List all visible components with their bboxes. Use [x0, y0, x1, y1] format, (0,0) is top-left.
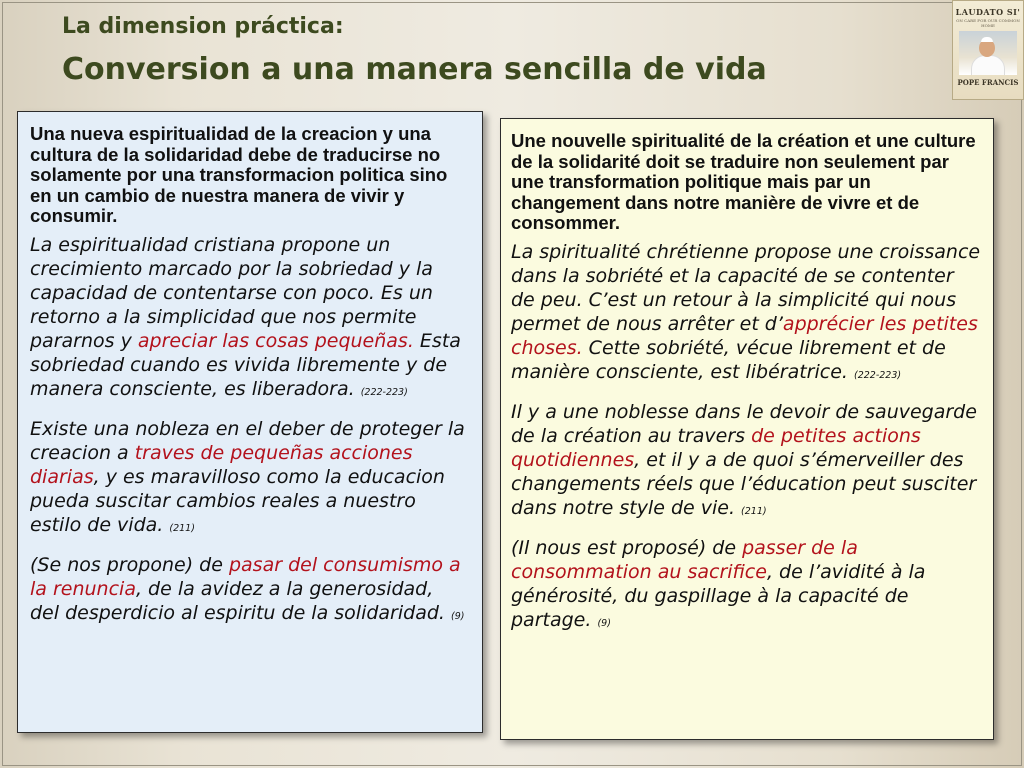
spanish-p3-highlight: pasar del consumismo a la renuncia — [30, 553, 461, 600]
french-paragraph-1 — [511, 240, 983, 388]
book-cover-image — [952, 0, 1024, 100]
spanish-paragraph-2 — [30, 417, 468, 541]
french-lead-paragraph: Une nouvelle spiritualité de la création et une culture de la solidarité doit se traduire non seulement par une transformation politique mais par un changement dans notre manière de vivre et de consommer. — [511, 130, 976, 233]
spanish-p2-reference: (211) — [169, 522, 195, 534]
french-paragraph-3 — [511, 536, 983, 636]
pope-photo — [959, 31, 1017, 75]
french-p2-text-b: , et il y a de quoi s’émerveiller des changements réels que l’éducation peut susciter dans notre style de vie. — [511, 448, 977, 519]
book-title: LAUDATO SI' — [955, 7, 1021, 17]
french-paragraph-2 — [511, 400, 983, 524]
spanish-p2-text-b: , y es maravilloso como la educacion pueda suscitar cambios reales a nuestro estilo de vida. — [30, 465, 445, 536]
book-subtitle: ON CARE FOR OUR COMMON HOME — [956, 18, 1020, 28]
spanish-text-panel — [17, 111, 483, 733]
french-p1-text-a: La spiritualité chrétienne propose une croissance dans la sobriété et la capacité de se contenter de peu. C’est un retour à la simplicité qui nous permet de nous arrêter et d’ — [511, 240, 981, 335]
french-p1-reference: (222-223) — [853, 369, 902, 381]
french-p2-text-a: Il y a une noblesse dans le devoir de sauvegarde de la création au travers — [511, 400, 977, 447]
spanish-p1-text-a: La espiritualidad cristiana propone un crecimiento marcado por la sobriedad y la capacidad de contentarse con poco. Es un retorno a la simplicidad que nos permite pararnos y — [30, 233, 433, 352]
slide-subtitle: La dimension práctica: — [62, 14, 344, 39]
spanish-p3-text-b: , de la avidez a la generosidad, del desperdicio al espiritu de la solidaridad. — [30, 577, 451, 624]
french-p2-reference: (211) — [741, 505, 767, 517]
french-p1-highlight: apprécier les petites choses. — [511, 312, 978, 359]
pope-zucchetto-shape — [981, 37, 993, 42]
french-p3-text-b: , de l’avidité à la générosité, du gaspillage à la capacité de partage. — [511, 560, 926, 631]
spanish-paragraph-3 — [30, 553, 468, 629]
french-text-panel — [500, 118, 994, 740]
spanish-p2-highlight: traves de pequeñas acciones diarias — [30, 441, 413, 488]
slide-title: Conversion a una manera sencilla de vida — [62, 52, 767, 87]
french-p3-reference: (9) — [597, 617, 611, 629]
book-author: POPE FRANCIS — [957, 78, 1019, 87]
french-p3-text-a: (Il nous est proposé) de — [511, 536, 743, 559]
french-p3-highlight: passer de la consommation au sacrifice — [511, 536, 858, 583]
french-p2-highlight: de petites actions quotidiennes — [511, 424, 921, 471]
spanish-p2-text-a: Existe una nobleza en el deber de proteger la creacion a — [30, 417, 465, 464]
spanish-p1-text-b: Esta sobriedad cuando es vivida libremente y de manera consciente, es liberadora. — [30, 329, 461, 400]
spanish-p3-reference: (9) — [451, 610, 465, 622]
spanish-lead-paragraph: Una nueva espiritualidad de la creacion y una cultura de la solidaridad debe de traducirse no solamente por una transformacion politica sino en un cambio de nuestra manera de vivir y consumir. — [30, 123, 448, 226]
spanish-p1-reference: (222-223) — [360, 386, 408, 398]
spanish-paragraph-1 — [30, 233, 468, 405]
spanish-p3-text-a: (Se nos propone) de — [30, 553, 229, 576]
pope-robe-shape — [971, 55, 1005, 75]
spanish-p1-highlight: apreciar las cosas pequeñas. — [137, 329, 414, 352]
french-p1-text-b: Cette sobriété, vécue librement et de manière consciente, est libératrice. — [511, 336, 946, 383]
